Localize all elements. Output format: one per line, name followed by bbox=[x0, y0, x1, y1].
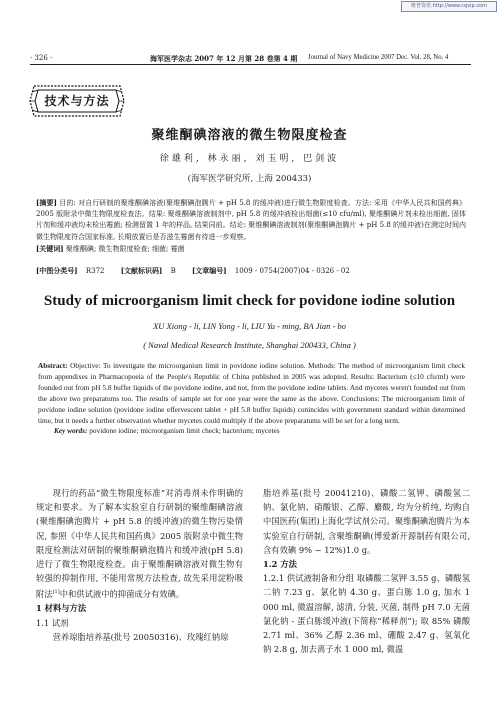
reagents-paragraph: 营养琼脂培养基(批号 20050316)、玫瑰红钠琼 bbox=[52, 631, 229, 642]
journal-header-en: Journal of Navy Medicine 2007 Dec. Vol. 28, No. 4 bbox=[308, 54, 449, 61]
body-column-right bbox=[263, 486, 470, 656]
watermark-banner: 维普资讯 http://www.cqvip.com bbox=[401, 1, 497, 12]
article-title-cn: 聚维酮碘溶液的微生物限度检查 bbox=[151, 128, 348, 143]
article-title-en: Study of microorganism limit check for povidone iodine solution bbox=[43, 293, 456, 309]
abstract-en-text: Objective: To investigate the microorganism limit in povidone iodine solution. Methods: The method of microorganism limit check from appendixes in Pharmacopoeia of the People's Republic of China published in 2005 was adopted. Results: Bacterium (≤10 cfu/ml) were founded out from pH 5.8 buffer liquids of the povidone iodine, and not, from the povidone iodine tablets. And mycetes weren't founded out from the above two preparatums too. The results of sample set for one year were the same as the above. Conclusions: The microorganism limit of povidone iodine solution (povidone iodine effervescent tablet + pH 5.8 buffer liquids) conincides with government standard within determined time, but it needs a further observation whether mycetes could multiply if the above preparatums will be set for a long term. bbox=[38, 361, 465, 425]
keywords-en-text: povidone iodine; microorganism limit check; bacterium; mycetes bbox=[89, 426, 280, 436]
section-heading-materials: 1 材料与方法 bbox=[36, 603, 87, 614]
page-number: · 326 · bbox=[30, 54, 53, 62]
classification-line bbox=[36, 266, 350, 276]
subsection-heading-method: 1.2 方法 bbox=[263, 559, 297, 570]
abstract-cn-label: [摘要] bbox=[36, 198, 57, 207]
keywords-en-label: Key words: bbox=[54, 426, 88, 436]
article-id-value: 1009 - 0754(2007)04 - 0326 - 02 bbox=[234, 267, 350, 275]
body-column-left bbox=[36, 486, 243, 644]
abstract-en-label: Abstract: bbox=[38, 361, 68, 370]
journal-header-cn: 海军医学杂志 2007 年 12 月第 28 卷第 4 期 bbox=[150, 54, 298, 63]
section-badge-label: 技术与方法 bbox=[44, 94, 110, 108]
section-badge bbox=[28, 84, 126, 118]
abstract-cn-text: 目的: 对自行研制的聚维酮碘溶液(聚维酮碘泡腾片 + pH 5.8 的缓冲液)进行微生物限度检查。方法: 采用《中华人民共和国药典》2005 版附录中微生物限度检查法。结果: 聚维酮碘溶液制剂中, pH 5.8 的缓冲液检出细菌(≤10 cfu/ml), 聚维酮碘片剂未检出细菌, 固体片剂和缓冲液均未检出霉菌; 检测留置 1 年的样品, 结果同前。结论: 聚维酮碘溶液制剂(聚维酮碘泡腾片 + pH 5.8 的缓冲液)在测定时间内微生物限度符合国家标准, 长期放置后是否滋生霉菌有待进一步观察。 bbox=[36, 199, 466, 241]
header-rule bbox=[30, 64, 471, 65]
intro-paragraph: 现行的药品“微生物限度标准”对消毒剂未作明确的规定和要求。为了解本实验室自行研制的聚维酮碘溶液(聚维酮碘泡腾片 + pH 5.8 的缓冲液)的微生物污染情况, 参照《中华人民共和国药典》2005 版附录中微生物限度检测法对研制的聚维酮碘泡腾片和缓冲液(pH 5.8)进行了微生物限度检查。由于聚维酮碘溶液对微生物有较强的抑制作用, 不能用常规方法检查, 故先采用淀粉吸附法[1]中和供试液中的抑菌成分有效碘。 bbox=[36, 488, 243, 600]
subsection-heading-reagents: 1.1 试剂 bbox=[36, 617, 69, 628]
doc-code-label: [文献标识码] bbox=[120, 266, 163, 275]
keywords-cn-text: 聚维酮碘; 微生物限度检查; 细菌; 霉菌 bbox=[65, 244, 185, 253]
abstract-cn bbox=[36, 197, 466, 255]
authors-cn: 徐雄利, 林永丽, 刘玉明, 巴剑波 bbox=[159, 154, 340, 164]
abstract-en bbox=[38, 361, 465, 437]
article-id-label: [文章编号] bbox=[191, 266, 227, 275]
doc-code-value: B bbox=[170, 267, 176, 275]
method-paragraph: 1.2.1 供试液制备和分组 取磷酸二氢钾 3.55 g、磷酸氢二钠 7.23 g、氯化钠 4.30 g、蛋白胨 1.0 g, 加水 1 000 ml, 微温溶解, 滤清, 分装, 灭菌, 制得 pH 7.0 无菌氯化钠 - 蛋白胨缓冲液(下简称“稀释剂”); 取 85% 磷酸 2.71 ml、36% 乙醇 2.36 ml、硼酸 2.47 g、氢氧化钠 2.8 g, 加去离子水 1 000 ml, 微温 bbox=[263, 573, 470, 655]
affiliation-cn: (海军医学研究所, 上海 200433) bbox=[187, 174, 312, 184]
clc-value: R372 bbox=[85, 267, 105, 275]
citation-ref: [1] bbox=[52, 589, 60, 596]
affiliation-en: ( Naval Medical Research Institute, Shanghai 200433, China ) bbox=[143, 340, 356, 350]
keywords-cn-label: [关键词] bbox=[36, 243, 64, 253]
authors-en: XU Xiong - li, LIN Yong - li, LIU Yu - ming, BA Jian - bo bbox=[153, 321, 346, 331]
reagents-continued-paragraph: 脂培养基(批号 20041210)、磷酸二氢钾、磷酸氢二钠、氯化钠、硝酸银、乙醇、麝酸, 均为分析纯, 均购自中国医药(集团)上海化学试剂公司。聚维酮碘泡腾片为本实验室自行研制, 含聚维酮碘(博爱新开源制药有限公司, 含有效碘 9% ~ 12%)1.0 g。 bbox=[263, 488, 470, 555]
clc-label: [中图分类号] bbox=[36, 266, 78, 275]
